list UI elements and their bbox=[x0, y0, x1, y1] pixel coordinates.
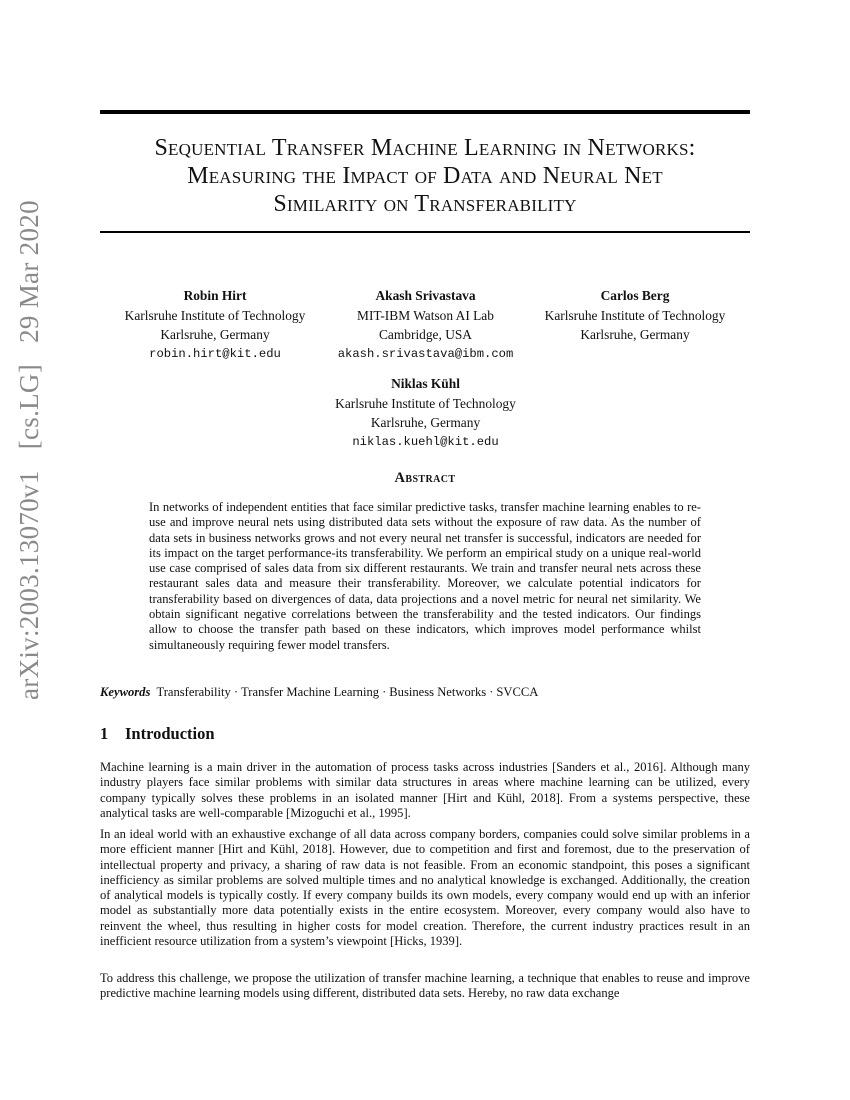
title-line: Similarity on Transferability bbox=[273, 191, 577, 217]
author-affiliation: Karlsruhe Institute of Technology bbox=[124, 307, 306, 323]
keyword-separator: · bbox=[489, 685, 494, 699]
author-affiliation: Karlsruhe Institute of Technology bbox=[335, 395, 516, 411]
section-title: Introduction bbox=[125, 724, 215, 743]
author-name: Carlos Berg bbox=[600, 288, 670, 303]
keyword: Transferability bbox=[156, 685, 231, 699]
keyword-separator: · bbox=[382, 685, 387, 699]
arxiv-id: arXiv:2003.13070v1 bbox=[14, 470, 44, 700]
arxiv-date: 29 Mar 2020 bbox=[14, 200, 44, 343]
author-block bbox=[530, 286, 740, 345]
keyword: Transfer Machine Learning bbox=[241, 685, 380, 699]
section-heading bbox=[100, 724, 215, 744]
abstract-heading: Abstract bbox=[394, 470, 456, 486]
keyword-separator: · bbox=[233, 685, 239, 699]
body-paragraph: To address this challenge, we propose the utilization of transfer machine learning, a technique that enables to reuse and improve predictive machine learning models using different, distributed data sets. Hereby, no raw data exchange bbox=[100, 971, 750, 1001]
keywords-label: Keywords bbox=[100, 685, 151, 699]
author-location: Cambridge, USA bbox=[379, 327, 472, 342]
paper-title bbox=[100, 134, 750, 218]
author-affiliation: Karlsruhe Institute of Technology bbox=[544, 307, 726, 323]
author-email[interactable]: robin.hirt@kit.edu bbox=[149, 346, 281, 361]
author-affiliation: MIT-IBM Watson AI Lab bbox=[357, 307, 494, 323]
author-block bbox=[318, 374, 533, 452]
keywords-line bbox=[100, 685, 750, 700]
title-top-rule bbox=[100, 110, 750, 114]
body-paragraph: Machine learning is a main driver in the automation of process tasks across industries [Sanders et al., 2016]. Although many industry players face similar problems with similar data structures in areas where machine learning can be utilized, every company typically solves these problems in an isolated manner [Hirt and Kühl, 2018]. From a systems perspective, these analytical tasks are well-comparable [Mizoguchi et al., 1995]. bbox=[100, 760, 750, 820]
title-line: Sequential Transfer Machine Learning in Networks: bbox=[154, 135, 696, 161]
title-line: Measuring the Impact of Data and Neural Net bbox=[187, 163, 663, 189]
author-name: Akash Srivastava bbox=[375, 288, 476, 303]
section-number: 1 bbox=[100, 724, 109, 743]
keyword: SVCCA bbox=[496, 685, 539, 699]
abstract-text: In networks of independent entities that face similar predictive tasks, transfer machine learning enables to re-use and improve neural nets using distributed data sets without the exposure of raw data. As the number of data sets in business networks grows and not every neural net transfer is successful, indicators are needed for its impact on the target performance-its transferability. We perform an empirical study on a unique real-world use case comprised of sales data from six different restaurants. We train and transfer neural nets across these restaurant sales data and measure their transferability. Moreover, we calculate potential indicators for transferability based on divergences of data, data projections and a novel metric for neural net similarity. We obtain significant negative correlations between the transferability and the tested indicators. Our findings allow to choose the transfer path based on these indicators, which improves model performance whilst simultaneously requiring fewer model transfers. bbox=[149, 500, 701, 652]
author-block bbox=[318, 286, 533, 364]
title-bottom-rule bbox=[100, 231, 750, 233]
keyword: Business Networks bbox=[389, 685, 487, 699]
author-block bbox=[110, 286, 320, 364]
body-paragraph: In an ideal world with an exhaustive exchange of all data across company borders, companies could solve similar problems in a more efficient manner [Hirt and Kühl, 2018]. However, due to competition and first and foremost, due to the preservation of intellectual property and privacy, a sharing of raw data is not feasible. From an economic standpoint, this poses a significant inefficiency as similar problems are solved multiple times and no analytical knowledge is exchanged. Additionally, the creation of analytical models is typically costly. If every company builds its own models, every company would end up with an inferior model as substantially more data potentially exists in the entire ecosystem. Moreover, every company would also have to reinvent the wheel, thus resulting in higher costs for model creation. Therefore, the current industry practices result in an inefficient resource utilization from a system’s viewpoint [Hicks, 1939]. bbox=[100, 827, 750, 949]
author-name: Niklas Kühl bbox=[391, 376, 460, 391]
author-location: Karlsruhe, Germany bbox=[160, 327, 270, 342]
author-location: Karlsruhe, Germany bbox=[370, 415, 481, 430]
author-location: Karlsruhe, Germany bbox=[580, 327, 690, 342]
author-email[interactable]: akash.srivastava@ibm.com bbox=[337, 346, 514, 361]
arxiv-category: [cs.LG] bbox=[14, 363, 44, 450]
author-email[interactable]: niklas.kuehl@kit.edu bbox=[352, 434, 499, 449]
arxiv-stamp bbox=[14, 186, 45, 700]
author-name: Robin Hirt bbox=[183, 288, 247, 303]
